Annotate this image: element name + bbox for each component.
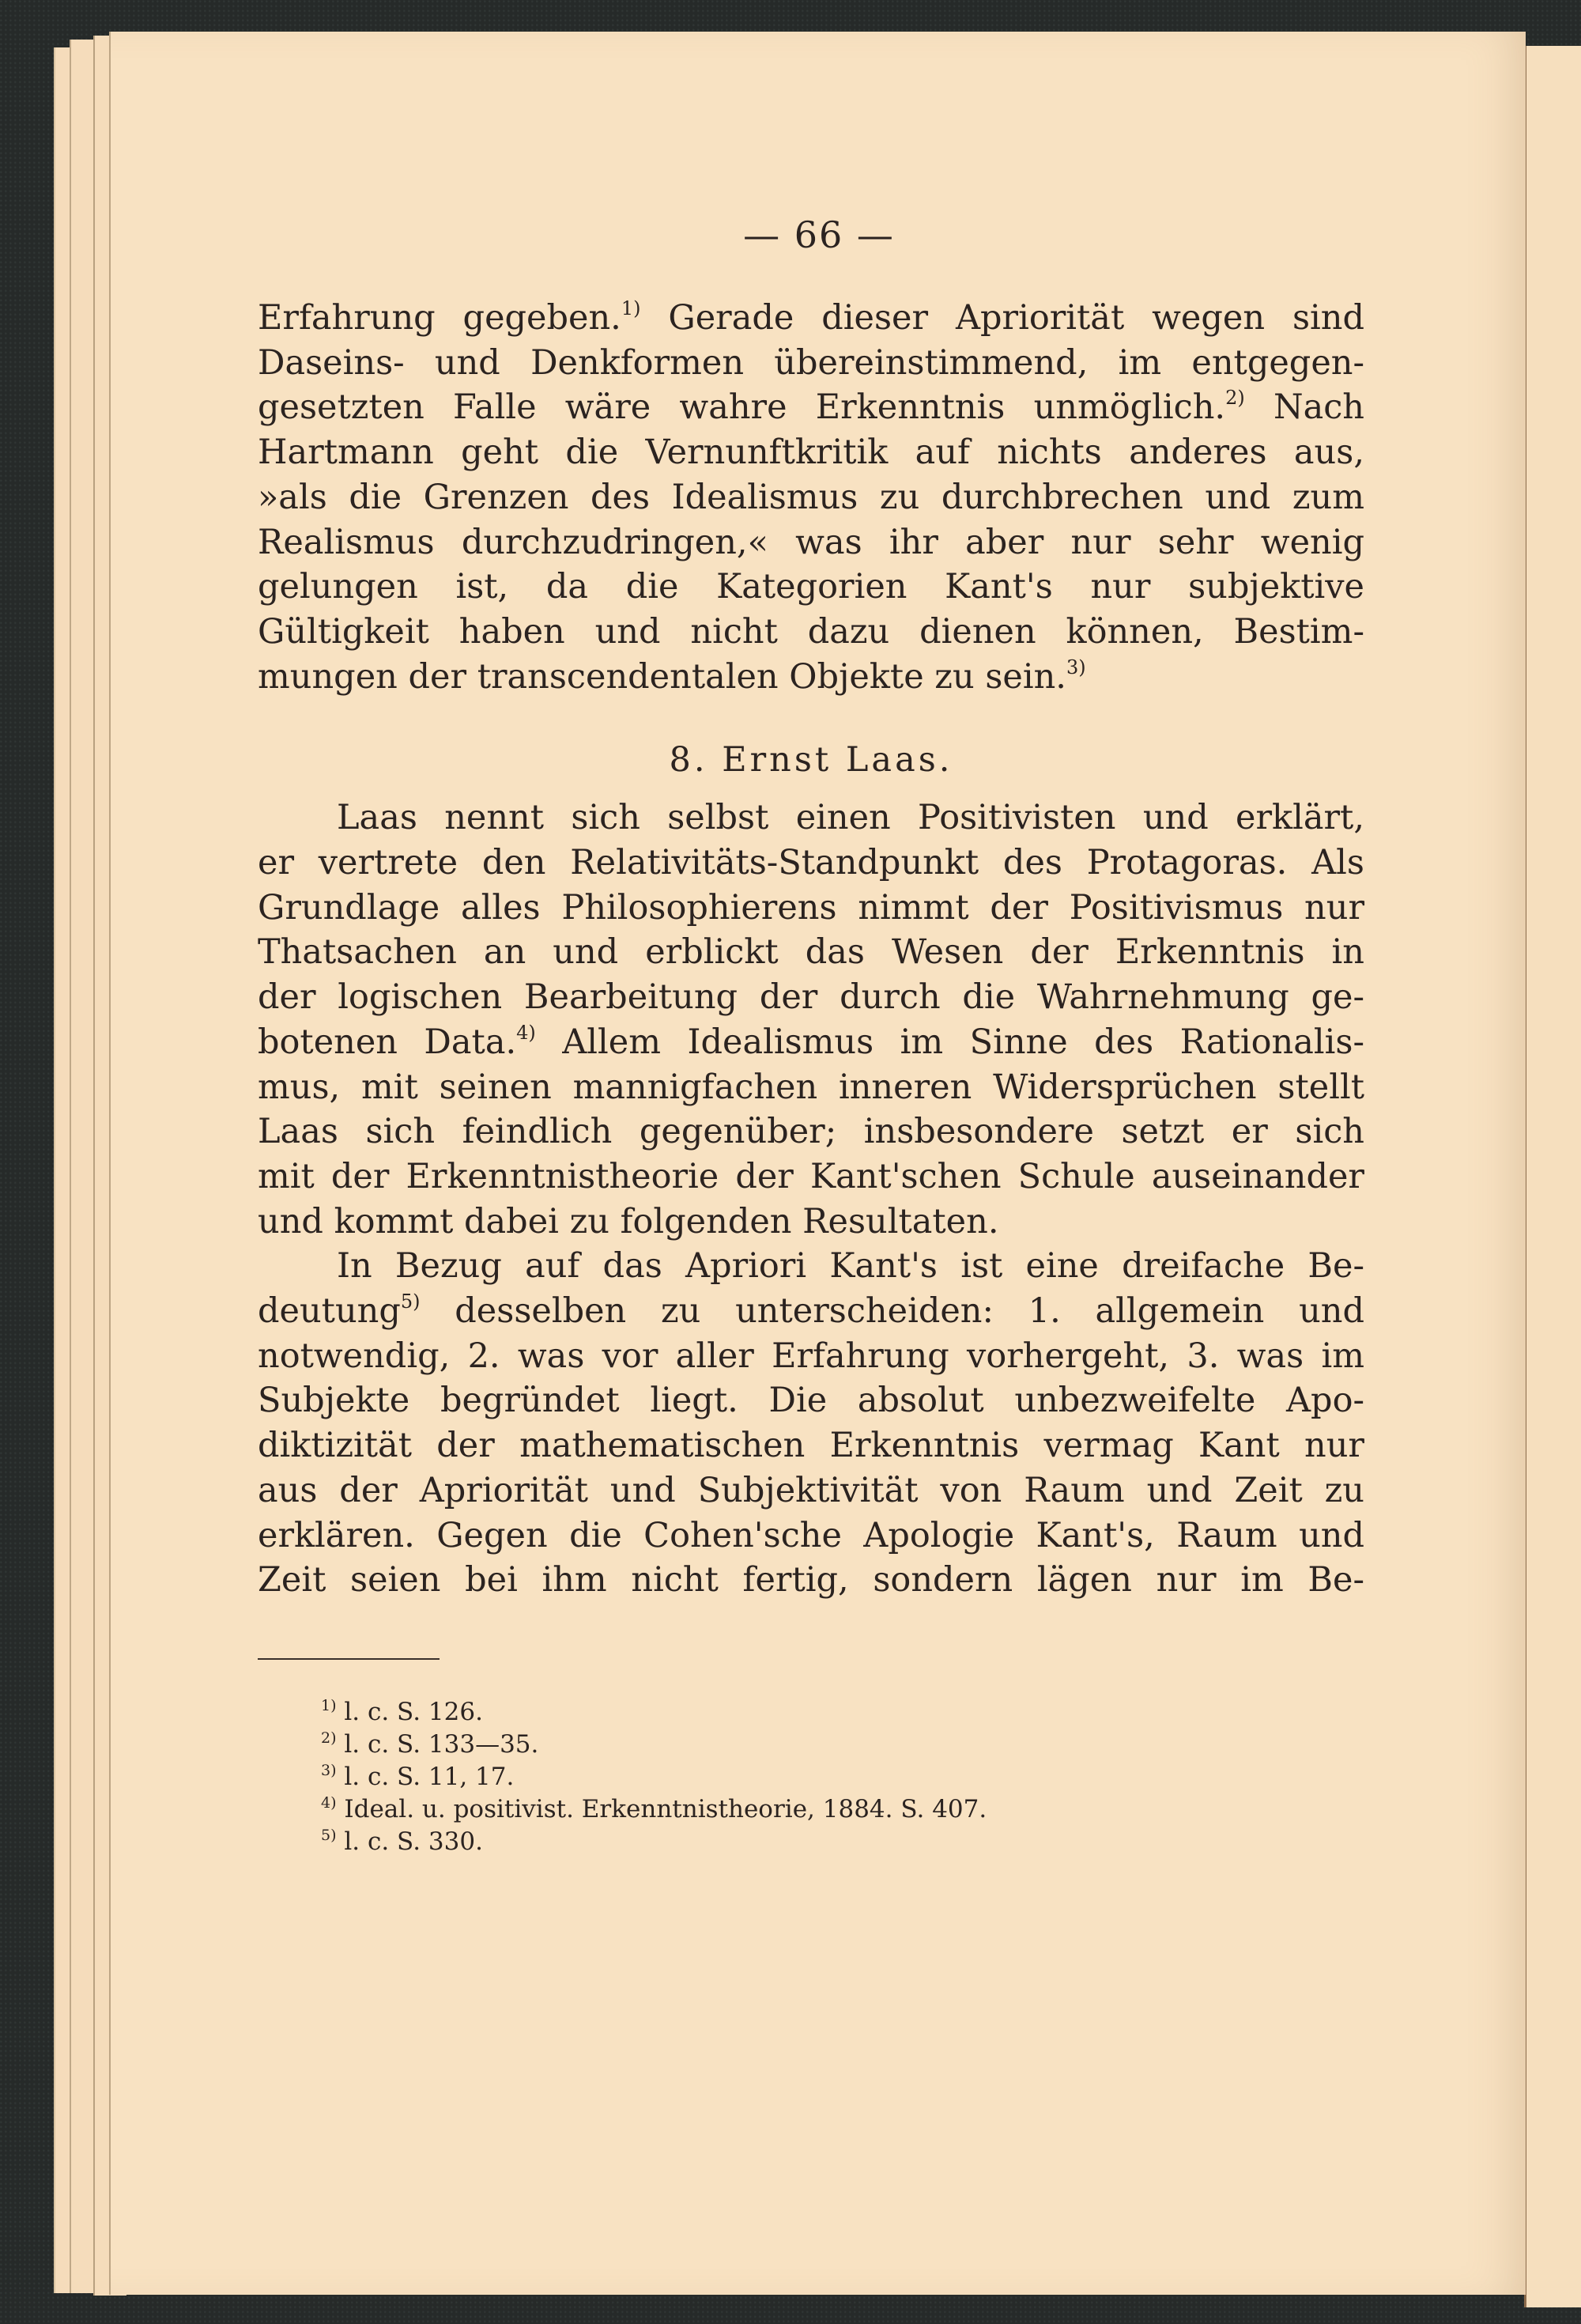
line-text: deutung bbox=[258, 1291, 401, 1332]
text-line bbox=[258, 610, 1364, 655]
line-text: mit der Erkenntnistheorie der Kant'schen Schule auseinander bbox=[258, 1156, 1364, 1196]
text-line bbox=[258, 430, 1364, 475]
line-text: er vertrete den Relativitäts-Standpunkt des Protagoras. Als bbox=[258, 843, 1364, 883]
line-text: desselben zu unterscheiden: 1. allgemein und bbox=[420, 1291, 1364, 1332]
line-text: mus, mit seinen mannigfachen inneren Widersprüchen stellt bbox=[258, 1067, 1364, 1107]
line-text: Nach bbox=[1244, 387, 1364, 428]
footnote-reference[interactable]: 3) bbox=[1066, 656, 1086, 678]
text-line bbox=[258, 520, 1364, 565]
text-line bbox=[258, 1020, 1364, 1065]
line-text: Zeit seien bei ihm nicht fertig, sondern lägen nur im Be- bbox=[258, 1560, 1364, 1600]
footnote-reference[interactable]: 2) bbox=[1225, 387, 1245, 410]
footnote-item bbox=[321, 1696, 1364, 1729]
line-text: gesetzten Falle wäre wahre Erkenntnis unmöglich. bbox=[258, 387, 1226, 428]
line-text: Daseins- und Denkformen übereinstimmend, im entgegen- bbox=[258, 342, 1364, 383]
paragraph-hartmann bbox=[258, 296, 1364, 699]
line-text: Thatsachen an und erblickt das Wesen der Erkenntnis in bbox=[258, 932, 1364, 973]
footnote-reference[interactable]: 5) bbox=[400, 1290, 421, 1313]
text-line bbox=[258, 1154, 1364, 1200]
line-text: diktizität der mathematischen Erkenntnis vermag Kant nur bbox=[258, 1426, 1364, 1466]
text-line bbox=[258, 886, 1364, 931]
line-text: notwendig, 2. was vor aller Erfahrung vorhergeht, 3. was im bbox=[258, 1336, 1364, 1376]
footnote-reference[interactable]: 4) bbox=[516, 1021, 536, 1044]
text-line bbox=[258, 475, 1364, 520]
line-text: Subjekte begründet liegt. Die absolut unbezweifelte Apo- bbox=[258, 1381, 1364, 1421]
line-text: aus der Apriorität und Subjektivität von Raum und Zeit zu bbox=[258, 1470, 1364, 1510]
line-text: gelungen ist, da die Kategorien Kant's nur subjektive bbox=[258, 567, 1364, 607]
text-line bbox=[258, 975, 1364, 1020]
line-text: Hartmann geht die Vernunftkritik auf nichts anderes aus, bbox=[258, 433, 1364, 473]
text-line bbox=[258, 1334, 1364, 1379]
page-content bbox=[258, 214, 1364, 1858]
footnote-item bbox=[321, 1761, 1364, 1793]
line-text: Erfahrung gegeben. bbox=[258, 298, 621, 338]
text-line bbox=[258, 930, 1364, 975]
line-text: Laas sich feindlich gegenüber; insbesondere setzt er sich bbox=[258, 1112, 1364, 1152]
paragraph-apriori bbox=[258, 1244, 1364, 1603]
line-text: Allem Idealismus im Sinne des Rationalis- bbox=[535, 1022, 1364, 1062]
text-line bbox=[258, 1558, 1364, 1603]
page-number: — 66 — bbox=[743, 214, 895, 256]
footnote-item bbox=[321, 1729, 1364, 1761]
footnote-reference[interactable]: 1) bbox=[621, 297, 641, 319]
text-line bbox=[258, 385, 1364, 430]
line-text: In Bezug auf das Apriori Kant's ist eine dreifache Be- bbox=[337, 1246, 1364, 1287]
text-line bbox=[258, 1200, 1364, 1245]
line-text: Gerade dieser Apriorität wegen sind bbox=[640, 298, 1364, 338]
footnote-text: l. c. S. 11, 17. bbox=[336, 1762, 515, 1791]
line-text: botenen Data. bbox=[258, 1022, 517, 1062]
text-line bbox=[258, 1423, 1364, 1468]
paragraph-laas-intro bbox=[258, 795, 1364, 1244]
facing-page-edge bbox=[1524, 46, 1581, 2307]
text-line bbox=[258, 1513, 1364, 1559]
line-text: Laas nennt sich selbst einen Positivisten und erklärt, bbox=[337, 798, 1364, 838]
section-heading: 8. Ernst Laas. bbox=[669, 740, 953, 780]
text-line bbox=[258, 841, 1364, 886]
line-text: Realismus durchzudringen,« was ihr aber nur sehr wenig bbox=[258, 522, 1364, 562]
footnote-separator bbox=[258, 1658, 440, 1660]
text-line bbox=[258, 655, 1364, 700]
footnote-mark: 5) bbox=[321, 1826, 337, 1844]
footnote-mark: 2) bbox=[321, 1729, 337, 1747]
line-text: der logischen Bearbeitung der durch die Wahrnehmung ge- bbox=[258, 977, 1364, 1018]
line-text: erklären. Gegen die Cohen'sche Apologie Kant's, Raum und bbox=[258, 1515, 1364, 1555]
footnote-item bbox=[321, 1793, 1364, 1826]
text-line bbox=[258, 1244, 1364, 1289]
footnote-text: l. c. S. 126. bbox=[336, 1697, 483, 1726]
footnote-mark: 1) bbox=[321, 1696, 337, 1714]
text-line bbox=[258, 795, 1364, 841]
line-text: mungen der transcendentalen Objekte zu sein. bbox=[258, 656, 1066, 697]
text-line bbox=[258, 565, 1364, 610]
footnote-item bbox=[321, 1826, 1364, 1858]
footnote-text: l. c. S. 133—35. bbox=[336, 1729, 539, 1759]
text-line bbox=[258, 1109, 1364, 1154]
text-line bbox=[258, 341, 1364, 386]
line-text: Grundlage alles Philosophierens nimmt der Positivismus nur bbox=[258, 887, 1364, 928]
text-line bbox=[258, 1289, 1364, 1334]
line-text: Gültigkeit haben und nicht dazu dienen können, Bestim- bbox=[258, 611, 1364, 652]
text-line bbox=[258, 296, 1364, 341]
footnote-text: Ideal. u. positivist. Erkenntnistheorie, 1884. S. 407. bbox=[336, 1794, 987, 1823]
text-line bbox=[258, 1378, 1364, 1423]
footnotes bbox=[258, 1696, 1364, 1858]
footnote-mark: 4) bbox=[321, 1793, 337, 1812]
line-text: »als die Grenzen des Idealismus zu durchbrechen und zum bbox=[258, 477, 1364, 517]
text-line bbox=[258, 1065, 1364, 1110]
text-line bbox=[258, 1468, 1364, 1513]
line-text: und kommt dabei zu folgenden Resultaten. bbox=[258, 1201, 999, 1241]
footnote-mark: 3) bbox=[321, 1761, 337, 1779]
footnote-text: l. c. S. 330. bbox=[336, 1827, 483, 1856]
